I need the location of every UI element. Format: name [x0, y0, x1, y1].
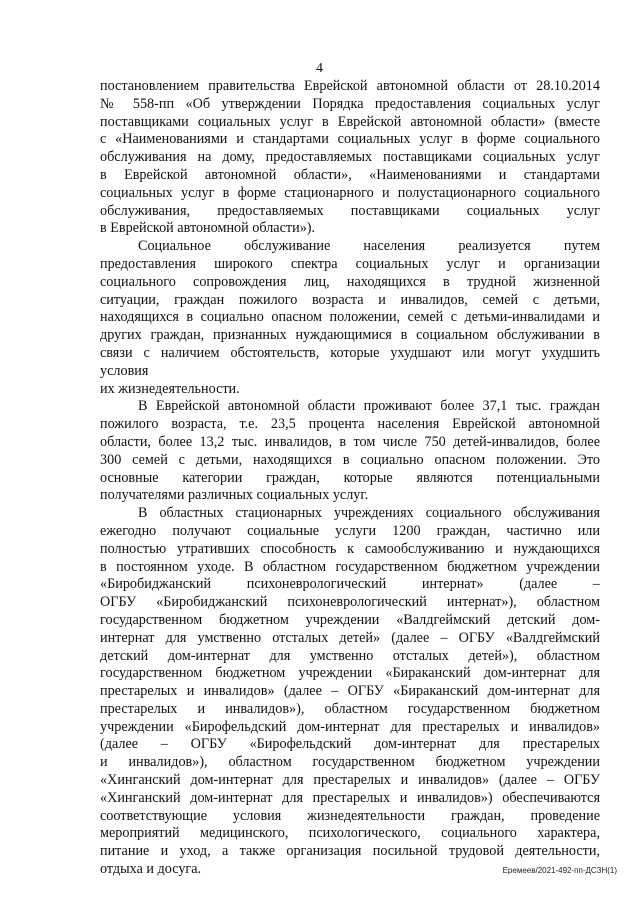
text-line: «Хинганский дом-интернат для престарелых и инвалидов») обеспечиваются	[100, 789, 600, 806]
text-line: «Хинганский дом-интернат для престарелых и инвалидов» (далее – ОГБУ	[100, 772, 600, 789]
text-line: находящихся в социально опасном положении, семей с детьми-инвалидами и	[100, 309, 600, 326]
text-line: питание и уход, а также организация посильной трудовой деятельности,	[100, 843, 600, 860]
text-line: с «Наименованиями и стандартами социальных услуг в форме социального	[100, 131, 600, 148]
text-line: в постоянном уходе. В областном государственном бюджетном учреждении	[100, 558, 600, 575]
text-line: поставщиками социальных услуг в Еврейской автономной области» (вместе	[100, 113, 600, 130]
text-line: (далее – ОГБУ «Бирофельдский дом-интернат для престарелых	[100, 736, 600, 753]
text-line: социального сопровождения лиц, находящихся в трудной жизненной	[100, 273, 600, 290]
text-line: предоставления широкого спектра социальных услуг и организации	[100, 255, 600, 272]
text-line: полностью утративших способность к самообслуживанию и нуждающихся	[100, 540, 600, 557]
page-number: 4	[316, 61, 323, 76]
text-line: государственном бюджетном учреждении «Валдгеймский детский дом-	[100, 611, 600, 628]
body-text	[100, 78, 600, 879]
text-line: «Биробиджанский психоневрологический интернат» (далее –	[100, 576, 600, 593]
text-line: обслуживания, предоставляемых поставщиками социальных услуг	[100, 202, 600, 219]
paragraph-first-line: В областных стационарных учреждениях социального обслуживания	[138, 505, 600, 522]
text-line: и инвалидов»), областном государственном бюджетном учреждении	[100, 754, 600, 771]
text-line: области, более 13,2 тыс. инвалидов, в том числе 750 детей-инвалидов, более	[100, 433, 600, 450]
text-line: основные категории граждан, которые являются потенциальными	[100, 469, 600, 486]
text-line: интернат для умственно отсталых детей» (далее – ОГБУ «Валдгеймский	[100, 629, 600, 646]
text-line: № 558-пп «Об утверждении Порядка предоставления социальных услуг	[100, 95, 600, 112]
text-line: учреждении «Бирофельдский дом-интернат для престарелых и инвалидов»	[100, 718, 600, 735]
text-line: государственном бюджетном учреждении «Бираканский дом-интернат для	[100, 665, 600, 682]
text-line: детский дом-интернат для умственно отсталых детей»), областном	[100, 647, 600, 664]
text-line: постановлением правительства Еврейской автономной области от 28.10.2014	[100, 78, 600, 94]
text-line: социальных услуг в форме стационарного и полустационарного социального	[100, 184, 600, 201]
text-line: престарелых и инвалидов»), областном государственном бюджетном	[100, 700, 600, 717]
text-line: 300 семей с детьми, находящихся в социально опасном положении. Это	[100, 451, 600, 468]
text-line: получателями различных социальных услуг.	[100, 487, 369, 504]
text-line: в Еврейской автономной области»).	[100, 220, 316, 237]
text-line: отдыха и досуга.	[100, 861, 202, 878]
text-line: мероприятий медицинского, психологического, социального характера,	[100, 825, 600, 842]
paragraph-first-line: Социальное обслуживание населения реализуется путем	[138, 238, 600, 255]
text-line: обслуживания на дому, предоставляемых поставщиками социальных услуг	[100, 149, 600, 166]
text-line: соответствующие условия жизнедеятельности граждан, проведение	[100, 807, 600, 824]
text-line: пожилого возраста, т.е. 23,5 процента населения Еврейской автономной	[100, 416, 600, 433]
paragraph-first-line: В Еврейской автономной области проживают более 37,1 тыс. граждан	[138, 398, 600, 415]
text-line: связи с наличием обстоятельств, которые ухудшают или могут ухудшить	[100, 344, 600, 361]
text-line: ситуации, граждан пожилого возраста и инвалидов, семей с детьми,	[100, 291, 600, 308]
text-line: других граждан, признанных нуждающимися в социальном обслуживании в	[100, 327, 600, 344]
text-line: престарелых и инвалидов» (далее – ОГБУ «Бираканский дом-интернат для	[100, 683, 600, 700]
footer-document-code: Еремеев/2021-492-пп-ДСЗН(1)	[502, 866, 617, 875]
text-line: в Еврейской автономной области», «Наименованиями и стандартами	[100, 166, 600, 183]
text-line: ежегодно получают социальные услуги 1200 граждан, частично или	[100, 522, 600, 539]
text-line: условия	[100, 362, 149, 379]
text-line: ОГБУ «Биробиджанский психоневрологический интернат»), областном	[100, 594, 600, 611]
text-line: их жизнедеятельности.	[100, 380, 240, 397]
